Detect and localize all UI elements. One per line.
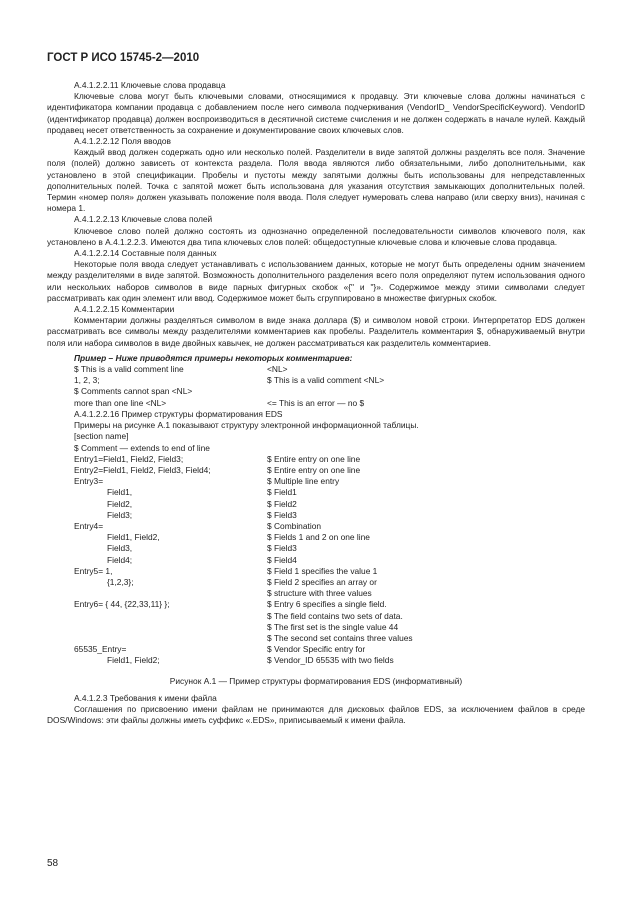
code-row <box>47 566 585 577</box>
code-row <box>47 543 585 554</box>
code-comment: $ Combination <box>267 520 322 531</box>
section-heading-14: А.4.1.2.2.14 Составные поля данных <box>74 248 217 259</box>
code-comment: $ Vendor Specific entry for <box>267 644 366 655</box>
code-comment: $ Field1 <box>267 487 297 498</box>
paragraph-entry-fields: Каждый ввод должен содержать одно или несколько полей. Разделители в виде запятой должны разделять все поля. Значение поля (полей) должно зависеть от контекста раздела. Поля ввода являются либо обязательными, либо дополнительными, как установлено в этой спецификации. Пробелы и пустоты между запятыми должны быть использованы для непредставленных дополнительных полей. Точка с запятой может быть использована для указания отсутствия замыкающих дополнительных полей. Термин «номер поля» должен указывать положение поля ввода. Поля следует нумеровать слева направо (или сверху вниз), начиная с номера 1. <box>47 147 585 214</box>
eds-code-block <box>47 431 585 666</box>
code-row <box>47 577 585 588</box>
code-left <box>74 588 267 599</box>
example-left: $ This is a valid comment line <box>74 364 184 375</box>
code-left: {1,2,3}; <box>107 576 134 587</box>
code-comment: $ Entire entry on one line <box>267 464 361 475</box>
paragraph-file-name: Соглашения по присвоению имени файлам не принимаются для дисковых файлов EDS, за исключением файлов в среде DOS/Windows: эти файлы должны иметь суффикс «.EDS», приписываемый к имени файла. <box>47 703 585 726</box>
code-row <box>47 521 585 532</box>
example-row <box>47 398 585 409</box>
code-row <box>47 611 585 622</box>
code-comment: $ Field 2 specifies an array or <box>267 576 377 587</box>
code-left: Field1, Field2; <box>107 655 160 666</box>
example-right: <= This is an error — no $ <box>267 397 365 408</box>
section-heading-16: А.4.1.2.2.16 Пример структуры форматирования EDS <box>74 408 283 419</box>
code-comment: $ Vendor_ID 65535 with two fields <box>267 655 394 666</box>
code-row <box>47 443 585 454</box>
paragraph-vendor-keywords: Ключевые слова могут быть ключевыми словами, относящимися к продавцу. Эти ключевые слова должны начинаться с идентификатора компании продавца с добавлением после него символа подчеркивания (VendorID_ VendorSpecificKeyword). VendorID (идентификатор продавца) должен воспроизводиться в десятичной системе счисления и не должен содержать в начале нулей. Каждый продавец несет ответственность за сохранение и документирование своих ключевых слов. <box>47 91 585 135</box>
code-comment: $ Entire entry on one line <box>267 453 361 464</box>
example-row <box>47 375 585 386</box>
example-left: 1, 2, 3; <box>74 375 100 386</box>
code-left <box>74 622 267 633</box>
code-comment: $ Entry 6 specifies a single field. <box>267 599 387 610</box>
code-comment: $ Field 1 specifies the value 1 <box>267 565 378 576</box>
page-number: 58 <box>47 858 59 869</box>
code-left: Entry4= <box>74 520 104 531</box>
section-heading-15: А.4.1.2.2.15 Комментарии <box>74 304 175 315</box>
section-heading-12: А.4.1.2.2.12 Поля вводов <box>74 136 172 147</box>
code-comment: $ Multiple line entry <box>267 476 340 487</box>
code-comment: $ Fields 1 and 2 on one line <box>267 532 370 543</box>
code-left: Entry6= { 44, {22,33,11} }; <box>74 599 170 610</box>
paragraph-compound-fields: Некоторые поля ввода следует устанавливать с использованием данных, которые не могут быть определены одним значением между разделителями в виде запятой. Возможность дополнительного разделения всего поля определяют путем использования одного или нескольких наборов символов в виде парных фигурных скобок «{" и "}». Содержимое между этими символами следует рассматривать как один элемент или ввод. Содержимое может быть сгруппировано в множестве фигурных скобок. <box>47 259 585 303</box>
code-row <box>47 655 585 666</box>
code-row <box>47 465 585 476</box>
code-comment: $ structure with three values <box>267 588 372 599</box>
code-left <box>74 611 267 622</box>
code-row <box>47 499 585 510</box>
code-row <box>47 487 585 498</box>
section-heading-11: А.4.1.2.2.11 Ключевые слова продавца <box>74 80 226 90</box>
document-header: ГОСТ Р ИСО 15745-2—2010 <box>47 52 200 64</box>
example-right: $ This is a valid comment <NL> <box>267 375 385 386</box>
figure-intro-text: Примеры на рисунке А.1 показывают структуру электронной информационной таблицы. <box>74 420 419 431</box>
figure-caption: Рисунок А.1 — Пример структуры форматирования EDS (информативный) <box>169 675 463 686</box>
paragraph-field-keywords: Ключевое слово полей должно состоять из однозначно определенной последовательности символов ключевого поля, как установлено в А.4.1.2.2.3. Имеются два типа ключевых слов полей: общедоступные ключевые слова и ключевые слова продавца. <box>47 225 585 247</box>
code-left: Entry3= <box>74 476 104 487</box>
code-left: Entry5= 1, <box>74 565 113 576</box>
example-row <box>47 364 585 375</box>
code-row <box>47 510 585 521</box>
code-row <box>47 633 585 644</box>
code-comment: $ Field3 <box>267 509 297 520</box>
code-left: Entry1=Field1, Field2, Field3; <box>74 453 184 464</box>
code-row <box>47 454 585 465</box>
code-row <box>47 644 585 655</box>
code-row <box>47 599 585 610</box>
code-row <box>47 431 585 442</box>
code-comment: $ The first set is the single value 44 <box>267 621 399 632</box>
code-left: Field1, <box>107 487 133 498</box>
code-comment: $ The second set contains three values <box>267 632 413 643</box>
code-left: Field1, Field2, <box>107 532 160 543</box>
code-comment: $ Field4 <box>267 554 297 565</box>
code-left: Field4; <box>107 554 133 565</box>
code-row <box>47 476 585 487</box>
section-heading-file-name: А.4.1.2.3 Требования к имени файла <box>74 692 217 703</box>
code-left: [section name] <box>74 431 129 442</box>
code-left: Entry2=Field1, Field2, Field3, Field4; <box>74 464 211 475</box>
code-comment: $ Field3 <box>267 543 297 554</box>
example-right: <NL> <box>267 364 288 375</box>
code-left: Field3; <box>107 509 133 520</box>
code-comment: $ The field contains two sets of data. <box>267 610 403 621</box>
code-left: $ Comment — extends to end of line <box>74 442 210 453</box>
example-row <box>47 386 585 397</box>
paragraph-comments: Комментарии должны разделяться символом в виде знака доллара ($) и символом новой строки. Интерпретатор EDS должен рассматривать все символы между разделителями комментариев как пробелы. Разделитель комментария $, обнаруживаемый внутри поля или набора символов в виде двойных кавычек, не должен рассматриваться как разделитель комментариев. <box>47 315 585 348</box>
code-left: 65535_Entry= <box>74 644 127 655</box>
code-comment: $ Field2 <box>267 498 297 509</box>
code-left <box>74 633 267 644</box>
example-left: $ Comments cannot span <NL> <box>74 386 193 397</box>
section-heading-13: А.4.1.2.2.13 Ключевые слова полей <box>74 214 213 225</box>
code-row <box>47 622 585 633</box>
page-body <box>47 80 585 726</box>
example-left: more than one line <NL> <box>74 397 167 408</box>
code-left: Field2, <box>107 498 133 509</box>
example-title: Пример – Ниже приводятся примеры некоторых комментариев: <box>74 352 353 363</box>
code-row <box>47 555 585 566</box>
code-row <box>47 588 585 599</box>
code-left: Field3, <box>107 543 133 554</box>
code-row <box>47 532 585 543</box>
